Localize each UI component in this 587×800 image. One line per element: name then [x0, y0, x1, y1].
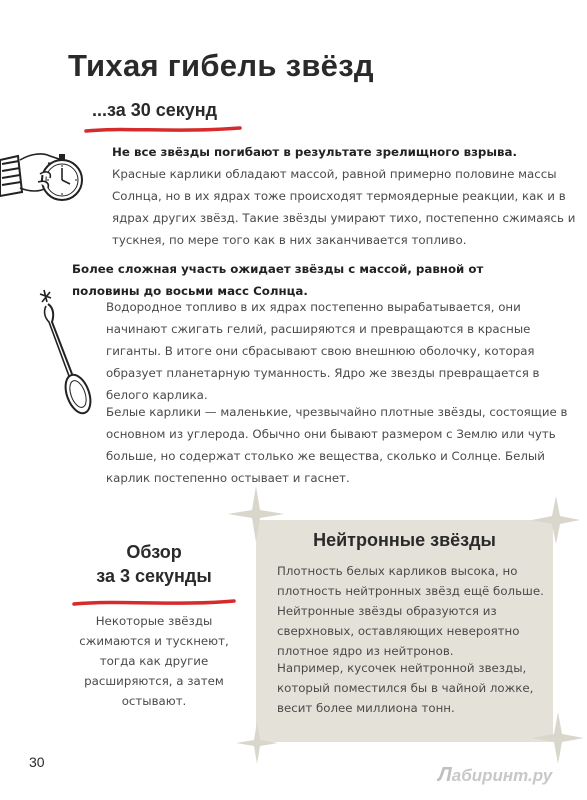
stopwatch-hand-icon: [0, 130, 110, 220]
watermark-letter: Л: [438, 764, 452, 786]
section2-paragraph2: Белые карлики — маленькие, чрезвычайно плотные звёзды, состоящие в основном из углерода. Обычно они бывают размером с Землю или чуть больше, но содержат столько же вещества, сколько и Солнце. Белый карлик постепенно остывает и гаснет.: [106, 405, 568, 485]
watermark-logo: [438, 764, 552, 787]
section2-paragraph1: Водородное топливо в их ядрах постепенно вырабатывается, они начинают сжигать гелий, расширяются и превращаются в красные гиганты. В итоге они сбрасывают свою внешнюю оболочку, которая образует планетарную туманность. Ядро же звезды превращается в белого карлика.: [106, 300, 540, 402]
neutron-box-title: Нейтронные звёзды: [313, 530, 496, 550]
page-title: Тихая гибель звёзд: [68, 48, 374, 83]
overview-title-line2: за 3 секунды: [96, 566, 212, 586]
subtitle-30-seconds: ...за 30 секунд: [92, 100, 218, 120]
watermark-text: абиринт.ру: [451, 766, 553, 785]
star-decoration-icon: [236, 722, 278, 764]
section1-lead: Не все звёзды погибают в результате зрелищного взрыва.: [112, 145, 517, 159]
overview-underline: [70, 596, 240, 610]
overview-title-line1: Обзор: [126, 542, 182, 562]
page-number: 30: [29, 754, 45, 770]
spoon-icon: [30, 282, 110, 417]
neutron-box-text1: Плотность белых карликов высока, но плотность нейтронных звёзд ещё больше. Нейтронные звёзды образуются из сверхновых, оставляющих невероятно плотное ядро из нейтронов.: [277, 564, 544, 658]
section2-lead: Более сложная участь ожидает звёзды с массой, равной от половины до восьми масс Солнца.: [72, 262, 484, 298]
star-decoration-icon: [532, 712, 584, 764]
section1-text: Красные карлики обладают массой, равной примерно половине массы Солнца, но в их ядрах тоже происходят термоядерные реакции, как и в ядрах других звёзд. Такие звёзды умирают тихо, постепенно сжимаясь и тускнея, по мере того как в них заканчивается топливо.: [112, 167, 576, 247]
neutron-box-text2: Например, кусочек нейтронной звезды, который поместился бы в чайной ложке, весит более миллиона тонн.: [277, 661, 534, 715]
overview-text: Некоторые звёзды сжимаются и тускнеют, тогда как другие расширяются, а затем остывают.: [79, 614, 229, 708]
overview-title: [84, 540, 224, 588]
